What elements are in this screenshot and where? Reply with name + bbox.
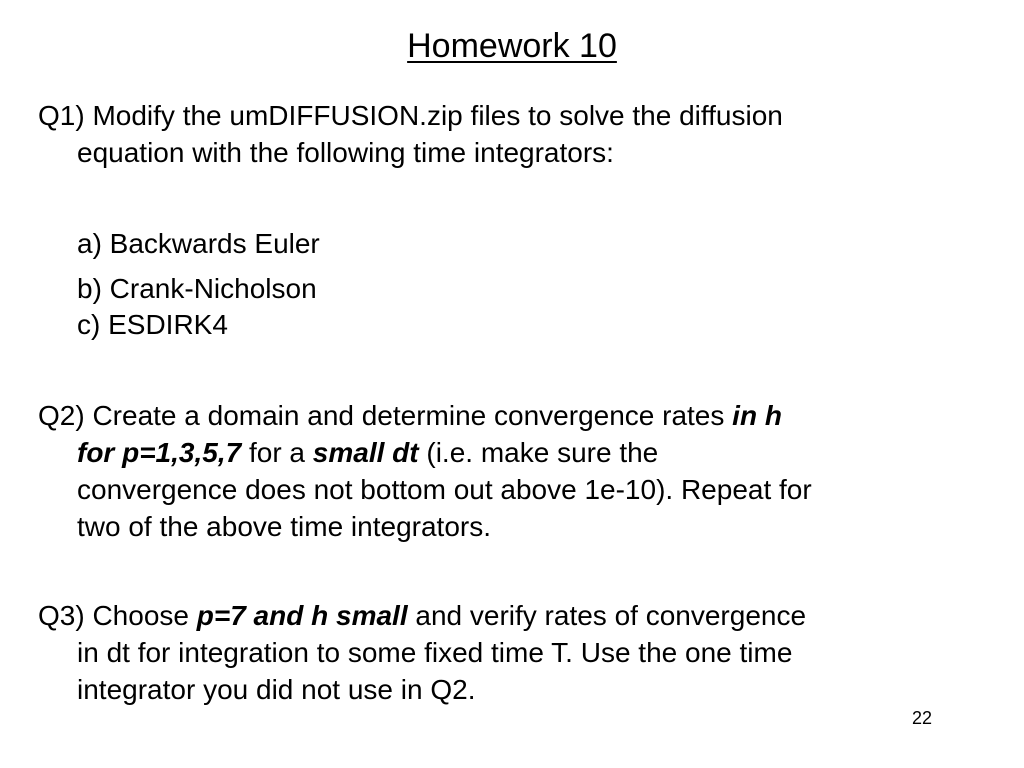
question-1-line-1: Q1) Modify the umDIFFUSION.zip files to solve the diffusion: [38, 100, 783, 131]
slide-title: Homework 10: [407, 27, 617, 65]
question-2-line-3: convergence does not bottom out above 1e-10). Repeat for: [77, 474, 812, 505]
question-2-text: (i.e. make sure the: [418, 437, 659, 468]
question-3: [38, 597, 998, 708]
question-3-line-3: integrator you did not use in Q2.: [77, 674, 476, 705]
question-3-emphasis-p7-h-small: p=7 and h small: [196, 600, 408, 631]
integrator-item-c: c) ESDIRK4: [77, 309, 228, 340]
question-3-line-1: [38, 597, 998, 634]
question-2-line-1: [38, 397, 998, 434]
question-2-line-4: two of the above time integrators.: [77, 511, 491, 542]
question-3-text: Q3) Choose: [38, 600, 197, 631]
integrator-item-b: b) Crank-Nicholson: [77, 273, 317, 304]
question-1: [38, 97, 998, 171]
question-2-emphasis-in-h: in h: [732, 400, 782, 431]
question-2-line-2: [38, 434, 998, 471]
question-2-text: Q2) Create a domain and determine convergence rates: [38, 400, 733, 431]
integrator-item-a: a) Backwards Euler: [77, 228, 320, 259]
question-3-line-2: in dt for integration to some fixed time T. Use the one time: [77, 637, 793, 668]
question-2-text: for a: [241, 437, 313, 468]
question-2-emphasis-small-dt: small dt: [312, 437, 419, 468]
question-3-text: and verify rates of convergence: [407, 600, 807, 631]
question-1-line-2: equation with the following time integrators:: [77, 137, 614, 168]
page-number: 22: [912, 708, 933, 728]
question-2-emphasis-p-values: for p=1,3,5,7: [77, 437, 242, 468]
question-2: [38, 397, 998, 545]
